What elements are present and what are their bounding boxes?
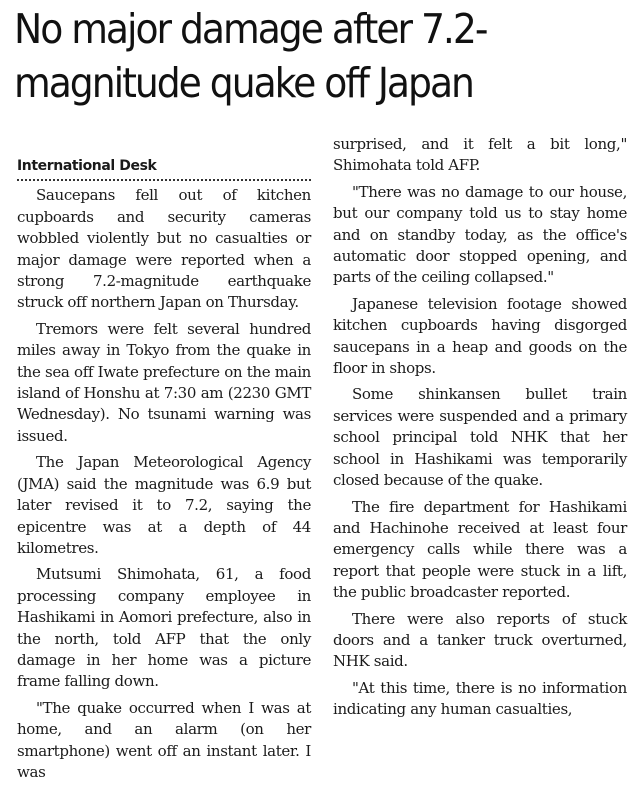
paragraph: Saucepans fell out of kitchen cupboards and security cameras wobbled violently but no casualties or major damage were reported when a strong 7.2-magnitude earthquake struck off northern Japan on Thursday.	[17, 186, 311, 312]
paragraph: "At this time, there is no information indicating any human casualties,	[333, 678, 627, 719]
article-column-left	[17, 156, 311, 788]
headline: No major damage after 7.2-magnitude quake off Japan	[14, 5, 487, 107]
paragraph: Some shinkansen bullet train services were suspended and a primary school principal told NHK that her school in Hashikami was temporarily closed because of the quake.	[333, 385, 627, 490]
article-column-right	[333, 134, 627, 726]
paragraph: "The quake occurred when I was at home, and an alarm (on her smartphone) went off an instant later. I was	[17, 698, 311, 781]
paragraph-continuation: surprised, and it felt a bit long," Shimohata told AFP.	[333, 135, 627, 175]
paragraph: There were also reports of stuck doors and a tanker truck overturned, NHK said.	[333, 609, 627, 671]
paragraph: "There was no damage to our house, but our company told us to stay home and on standby today, as the office's automatic door stopped opening, and parts of the ceiling collapsed."	[333, 182, 627, 287]
paragraph: The fire department for Hashikami and Hachinohe received at least four emergency calls while there was a report that people were stuck in a lift, the public broadcaster reported.	[333, 497, 627, 602]
paragraph: Mutsumi Shimohata, 61, a food processing company employee in Hashikami in Aomori prefecture, also in the north, told AFP that the only damage in her home was a picture frame falling down.	[17, 565, 311, 691]
paragraph: Japanese television footage showed kitchen cupboards having disgorged saucepans in a heap and goods on the floor in shops.	[333, 294, 627, 378]
byline: International Desk	[17, 156, 311, 181]
paragraph: The Japan Meteorological Agency (JMA) said the magnitude was 6.9 but later revised it to 7.2, saying the epicentre was at a depth of 44 kilometres.	[17, 453, 311, 557]
paragraph: Tremors were felt several hundred miles away in Tokyo from the quake in the sea off Iwate prefecture on the main island of Honshu at 7:30 am (2230 GMT Wednesday). No tsunami warning was issued.	[17, 319, 311, 445]
